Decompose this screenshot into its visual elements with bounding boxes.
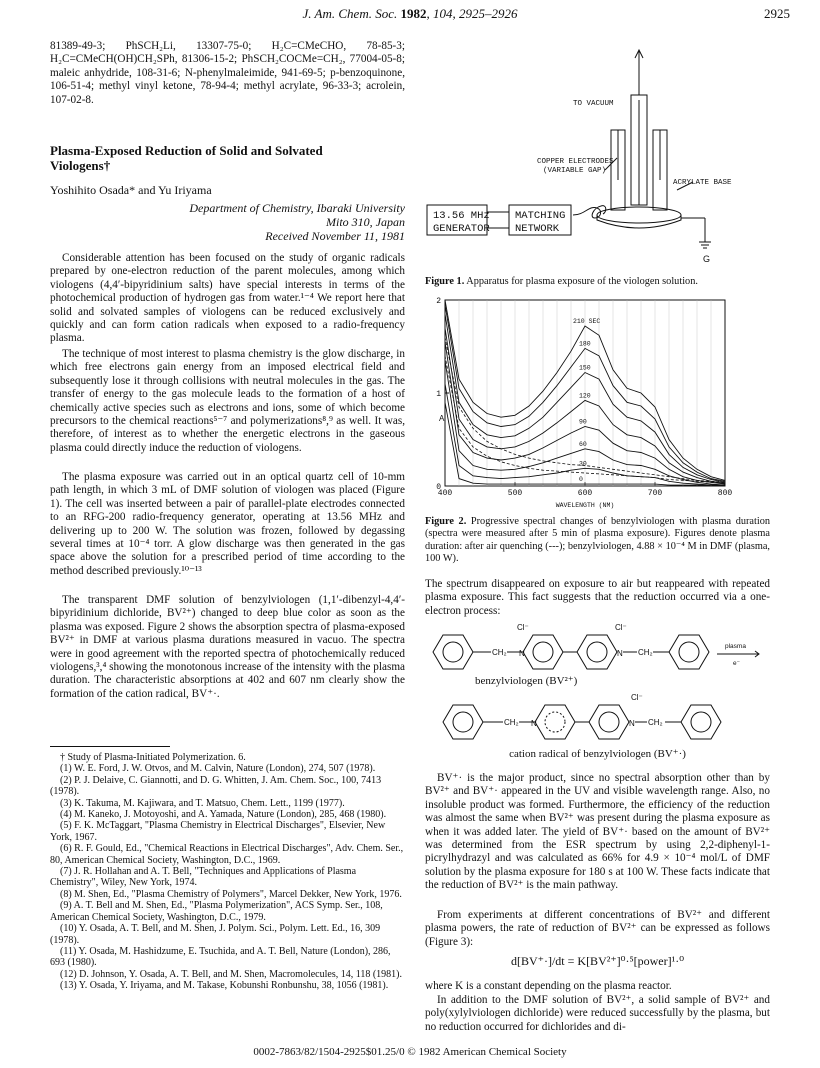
rate-equation: d[BV⁺·]/dt = K[BV²⁺]⁰·⁵[power]¹·⁰ [510,954,685,968]
label-generator: GENERATOR [433,223,490,235]
series-label: 180 [579,340,591,348]
paragraph-results: The transparent DMF solution of benzylviologen (1,1′-dibenzyl-4,4′-bipyridinium dichloride, BV²⁺) changed to deep blue color as soon as the plasma was exposed. Figure 2 shows the absorption spectra of plasma-exposed BV²⁺ in DMF at various plasma durations measured in vacuo. The spectra were in good agreement with the reported spectra of photochemically reduced viologens,³,⁴ showing the monotonous increase of the intensity with the plasma duration. The characteristic absorptions at 402 and 607 nm clearly show the formation of the cation radical, BV⁺·. [50,594,405,700]
title-line-1: Plasma-Exposed Reduction of Solid and Solvated [50,143,323,158]
footnote: (10) Y. Osada, A. T. Bell, and M. Shen, J. Polym. Sci., Polym. Lett. Ed., 16, 309 (1978). [50,923,381,946]
paragraph-intro: Considerable attention has been focused on the study of organic radicals prepared by one-electron reduction of the parent molecules, among which viologens (4,4′-bipyridinium salts) have special interests in terms of the photochemical production of hydrogen gas from water.¹⁻⁴ We report here that solid and solvated samples of viologens can be reduced exclusively and quickly and can form cation radicals when exposed to a radio-frequency plasma. [50,252,405,345]
footnote: (4) M. Kaneko, J. Motoyoshi, and A. Yamada, Nature (London), 285, 468 (1980). [60,809,387,821]
footnote: (5) F. K. McTaggart, "Plasma Chemistry in Electrical Discharges", Elsevier, New York, 1967. [50,820,386,843]
x-tick-label: 500 [507,489,523,498]
article-title [50,143,405,173]
scheme-n-3: N [531,719,537,728]
scheme-electron-label: e⁻ [733,660,741,667]
figure-1-label: Figure 1. [425,276,465,287]
scheme-ch2-3: CH₂ [504,718,519,727]
footnote: (7) J. R. Hollahan and A. T. Bell, "Techniques and Applications of Plasma Chemistry", Wiley, New York, 1974. [50,866,357,889]
label-to-vacuum: TO VACUUM [573,100,614,108]
journal-name: J. Am. Chem. Soc. [302,6,398,21]
page-number: 2925 [764,6,790,21]
label-copper-electrodes: COPPER ELECTRODES [537,158,614,166]
footnote: (9) A. T. Bell and M. Shen, Ed., "Plasma Polymerization", ACS Symp. Ser., 108, American Chemical Society, Washington, D.C., 1979. [50,900,383,923]
x-tick-label: 600 [577,489,593,498]
footnote: (6) R. F. Gould, Ed., "Chemical Reactions in Electrical Discharges", Adv. Chem. Ser., 80, American Chemical Society, Washington, D.C., 1969. [50,843,404,866]
series-label: 0 [579,476,583,484]
scheme-n-1: N [519,649,525,658]
paragraph-method: The plasma exposure was carried out in an optical quartz cell of 10-mm path length, in which 3 mL of DMF solution of viologen was placed (Figure 1). The cell was inserted between a pair of parallel-plate electrodes connected to an RFG-200 radio-frequency generator, operating at 13.56 MHz and delivering up to 200 W. The solution was frozen, followed by degassing several times at 10⁻⁴ torr. A glow discharge was then generated in the gas space above the solution for a prescribed period of time according to the method described previously.¹⁰⁻¹³ [50,471,405,577]
scheme-cl-3: Cl⁻ [631,693,643,702]
scheme-cl-2: Cl⁻ [615,623,627,632]
paragraph-constant: where K is a constant depending on the plasma reactor. [425,980,672,992]
series-label: 150 [579,364,591,372]
paragraph-air-exposure: The spectrum disappeared on exposure to air but reappeared with repeated plasma exposure. This fact suggests that the reduction occurred via a one-electron process: [425,578,770,617]
footnote: (8) M. Shen, Ed., "Plasma Chemistry of Polymers", Marcel Dekker, New York, 1976. [60,888,402,900]
series-label: 60 [579,440,587,448]
x-tick-label: 800 [717,489,733,498]
footnote: † Study of Plasma-Initiated Polymerization. 6. [60,752,246,763]
label-generator-freq: 13.56 MHz [433,210,490,222]
scheme-n-2: N [617,649,623,658]
continued-text: 81389-49-3; PhSCH₂Li, 13307-75-0; H₂C=CMeCHO, 78-85-3; H₂C=CMeCH(OH)CH₂SPh, 81306-15-2; PhSCH₂COCMe=CH₂, 77004-05-8; maleic anhydride, 108-31-6; N-phenylmaleimide, 941-69-5; p-benzoquinone, 106-51-4; methyl vinyl ketone, 78-94-4; methyl acrylate, 96-33-3; acrolein, 107-02-8. [50,40,405,106]
label-variable-gap: (VARIABLE GAP) [543,167,607,175]
figure-1-caption-text: Apparatus for plasma exposure of the viologen solution. [466,276,698,287]
scheme-ch2-4: CH₂ [648,718,663,727]
paragraph-major-product: BV⁺· is the major product, since no spectral absorption other than by BV²⁺ and BV⁺· appeared in the UV and visible wavelength range. Also, no insoluble product was formed. Furthermore, the efficiency of the reduction was almost the same when BV²⁺ was present during the plasma exposure as when it was added later. The yield of BV⁺· based on the amount of BV²⁺ was determined from the ESR spectrum by using 2,2-diphenyl-1-picrylhydrazyl and was calculated as 66% for 4.9 × 10⁻⁴ mol/L of DMF solution by the plasma exposure for 180 s at 100 W. These facts indicate that the reduction of BV²⁺ is the main pathway. [425,772,770,892]
series-label: 120 [579,392,591,400]
label-network: NETWORK [515,223,560,235]
series-label: 30 [579,460,587,468]
affiliation [50,201,405,243]
label-acrylate-base: ACRYLATE BASE [673,179,732,187]
figure-1-caption [425,276,770,288]
scheme-n-4: N [629,719,635,728]
affiliation-city: Mito 310, Japan [326,215,405,229]
footnote: (11) Y. Osada, M. Hashidzume, E. Tsuchida, and A. T. Bell, Nature (London), 286, 693 (1980). [50,945,391,969]
affiliation-dept: Department of Chemistry, Ibaraki University [189,201,405,215]
footnote: (1) W. E. Ford, J. W. Otvos, and M. Calvin, Nature (London), 274, 507 (1978). [60,763,376,775]
figure-1-apparatus [425,40,770,265]
footnote: (12) D. Johnson, Y. Osada, A. T. Bell, and M. Shen, Macromolecules, 14, 118 (1981). [60,968,402,980]
journal-volume-pages: , 104, 2925–2926 [426,6,518,21]
author-list: Yoshihito Osada* and Yu Iriyama [50,183,212,197]
figure-2-caption [425,516,770,565]
series-label: 210 SEC [573,318,601,326]
footnotes [50,752,405,992]
figure-2-caption-text: Progressive spectral changes of benzylviologen with plasma duration (spectra were measured after 5 min of plasma exposure). Figures denote plasma duration: after air quenching (---); benzylviologen, 4.88 × 10⁻⁴ M in DMF (plasma, 100 W). [425,516,771,564]
footnote: (2) P. J. Delaive, C. Giannotti, and D. G. Whitten, J. Am. Chem. Soc., 100, 7413 (1978). [50,774,382,798]
scheme-ch2-1: CH₂ [492,648,507,657]
y-tick-label: 0 [436,483,441,492]
footnote-rule [50,746,170,747]
x-tick-label: 700 [647,489,663,498]
label-benzylviologen: benzylviologen (BV²⁺) [475,675,578,687]
paragraph-solid-sample: In addition to the DMF solution of BV²⁺, a solid sample of BV²⁺ and poly(xylylviologen dichloride) were reduced successfully by the plasma, but no reduction occurred for dichlorides and di- [425,994,770,1033]
copyright-footer: 0002-7863/82/1504-2925$01.25/0 © 1982 American Chemical Society [253,1046,567,1058]
series-label: 90 [579,418,587,426]
paragraph-glow-discharge: The technique of most interest to plasma chemistry is the glow discharge, in which free electrons gain energy from an imposed electrical field and subsequently lose it through collisions with neutral molecules in the gas. The transfer of energy to the gas molecule leads to the formation of a host of chemically active species such as electrons and ions, some of which become precursors to the chemical reactions⁵⁻⁷ and polymerizations⁸,⁹ as well. It was, therefore, of interest as to whether the energetic electrons in the gaseous plasma could directly induce the reduction of viologens. [50,348,405,454]
scheme-ch2-2: CH₂ [638,648,653,657]
y-tick-label: 2 [436,297,441,306]
chart-y-label: A [439,414,445,423]
figure-2-label: Figure 2. [425,516,467,527]
scheme-cl-1: Cl⁻ [517,623,529,632]
figure-2-spectra-chart [425,296,770,510]
scheme-plasma-label: plasma [725,643,746,650]
paragraph-rate: From experiments at different concentrations of BV²⁺ and different plasma powers, the rate of reduction of BV²⁺ can be expressed as follows (Figure 3): [425,909,770,948]
label-matching: MATCHING [515,210,566,222]
label-ground: G [703,254,711,264]
title-line-2: Viologens† [50,158,111,173]
x-tick-label: 400 [437,489,453,498]
y-tick-label: 1 [436,390,441,399]
journal-year: 1982 [400,6,427,21]
footnote: (3) K. Takuma, M. Kajiwara, and T. Matsuo, Chem. Lett., 1199 (1977). [60,797,345,809]
footnote: (13) Y. Osada, Y. Iriyama, and M. Takase, Kobunshi Ronbunshu, 38, 1056 (1981). [60,980,389,992]
label-cation-radical: cation radical of benzylviologen (BV⁺·) [509,748,686,760]
received-date: Received November 11, 1981 [265,229,405,243]
chart-x-label: WAVELENGTH (NM) [555,502,615,509]
running-header [0,6,820,22]
